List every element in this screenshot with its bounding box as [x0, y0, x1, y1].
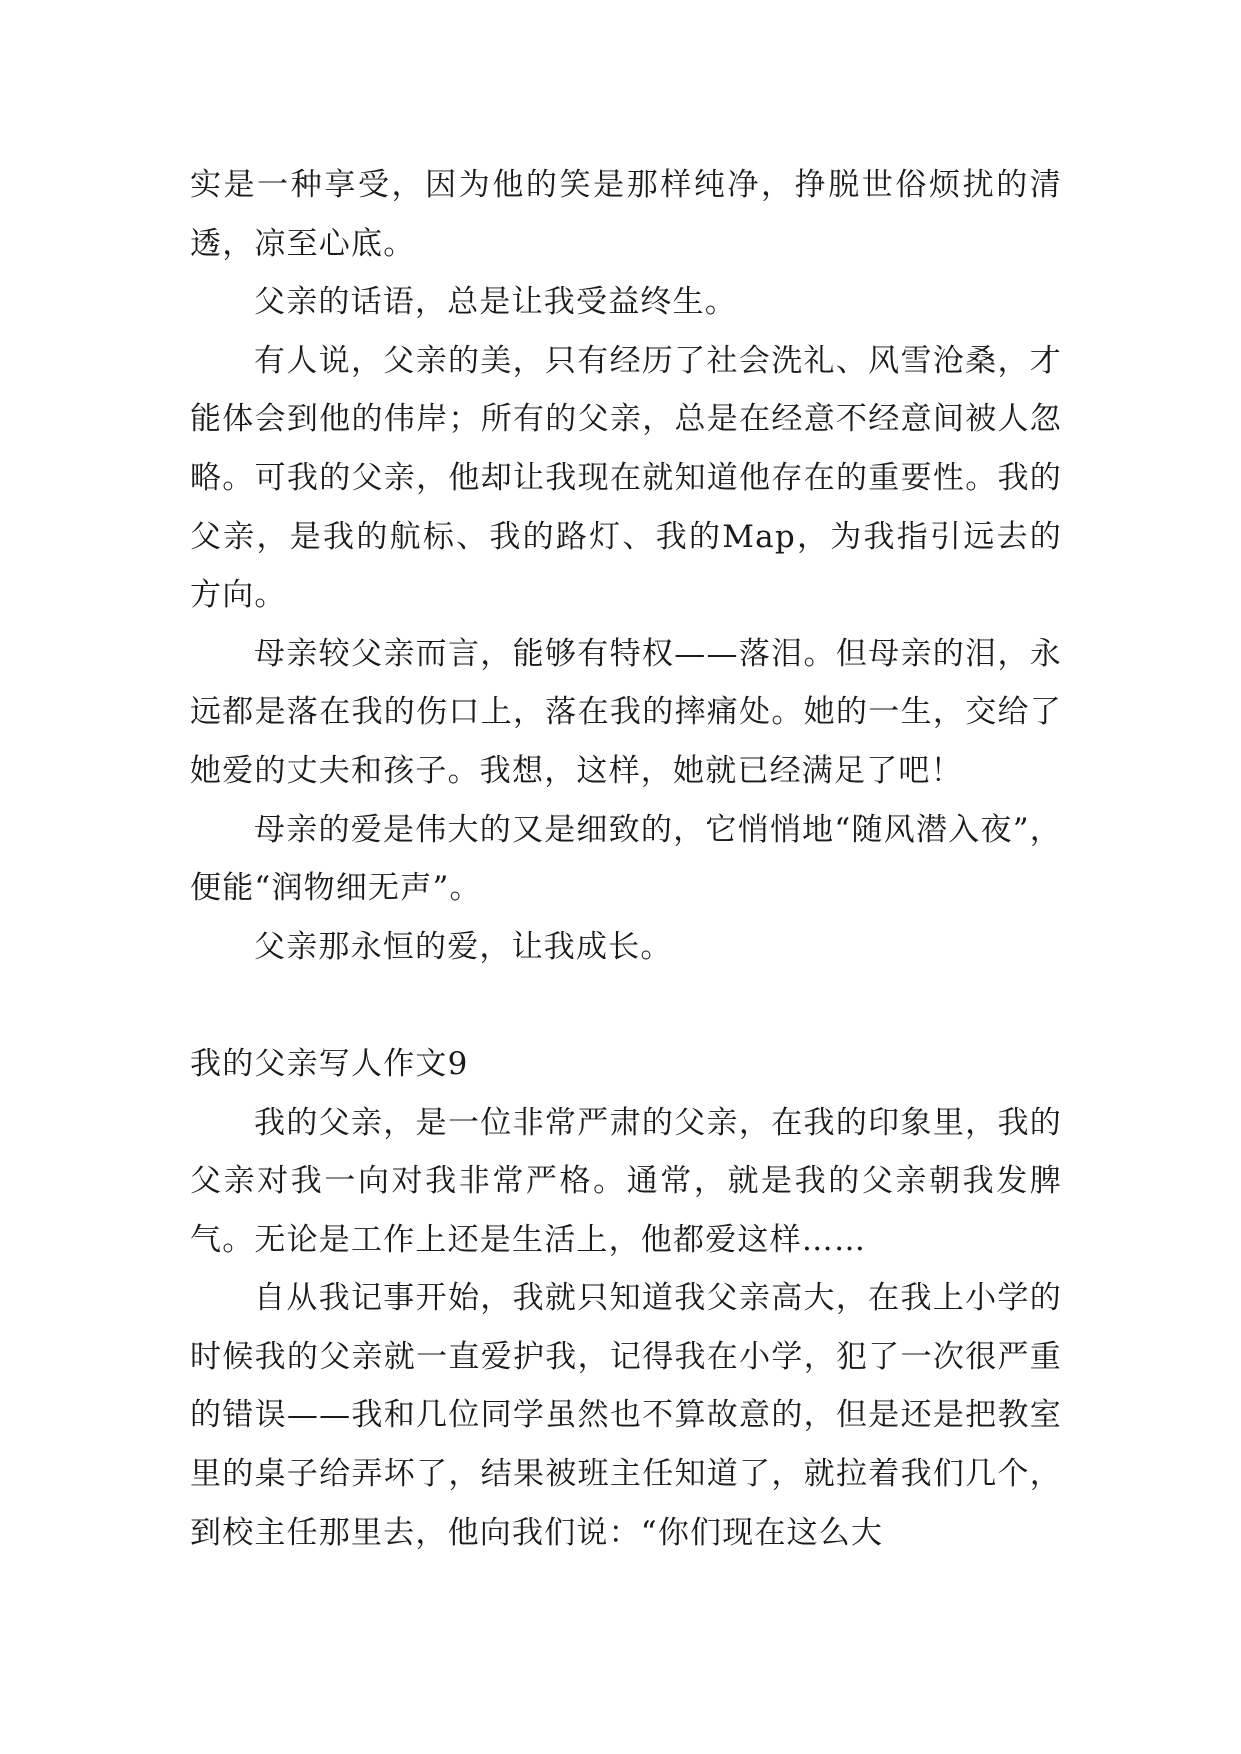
paragraph: 父亲的话语，总是让我受益终生。 [254, 284, 737, 321]
paragraph: 有人说，父亲的美，只有经历了社会洗礼、风雪沧桑，才能体会到他的伟岸；所有的父亲，总是在经意不经意间被人忽略。可我的父亲，他却让我现在就知道他存在的重要性。我的父亲，是我的航标、我的路灯、我的Map，为我指引远去的方向。 [190, 342, 1062, 614]
paragraph: 母亲的爱是伟大的又是细致的，它悄悄地“随风潜入夜”，便能“润物细无声”。 [190, 811, 1062, 907]
section-heading: 我的父亲写人作文9 [190, 1045, 469, 1082]
paragraph: 父亲那永恒的爱，让我成长。 [254, 928, 673, 965]
paragraph: 母亲较父亲而言，能够有特权——落泪。但母亲的泪，永远都是落在我的伤口上，落在我的摔痛处。她的一生，交给了她爱的丈夫和孩子。我想，这样，她就已经满足了吧！ [190, 635, 1062, 789]
paragraph: 自从我记事开始，我就只知道我父亲高大，在我上小学的时候我的父亲就一直爱护我，记得我在小学，犯了一次很严重的错误——我和几位同学虽然也不算故意的，但是还是把教室里的桌子给弄坏了，结果被班主任知道了，就拉着我们几个，到校主任那里去，他向我们说：“你们现在这么大 [190, 1280, 1062, 1551]
document-body [190, 156, 1062, 1562]
paragraph: 实是一种享受，因为他的笑是那样纯净，挣脱世俗烦扰的清透，凉至心底。 [190, 167, 1062, 262]
paragraph: 我的父亲，是一位非常严肃的父亲，在我的印象里，我的父亲对我一向对我非常严格。通常，就是我的父亲朝我发脾气。无论是工作上还是生活上，他都爱这样…… [190, 1104, 1062, 1258]
